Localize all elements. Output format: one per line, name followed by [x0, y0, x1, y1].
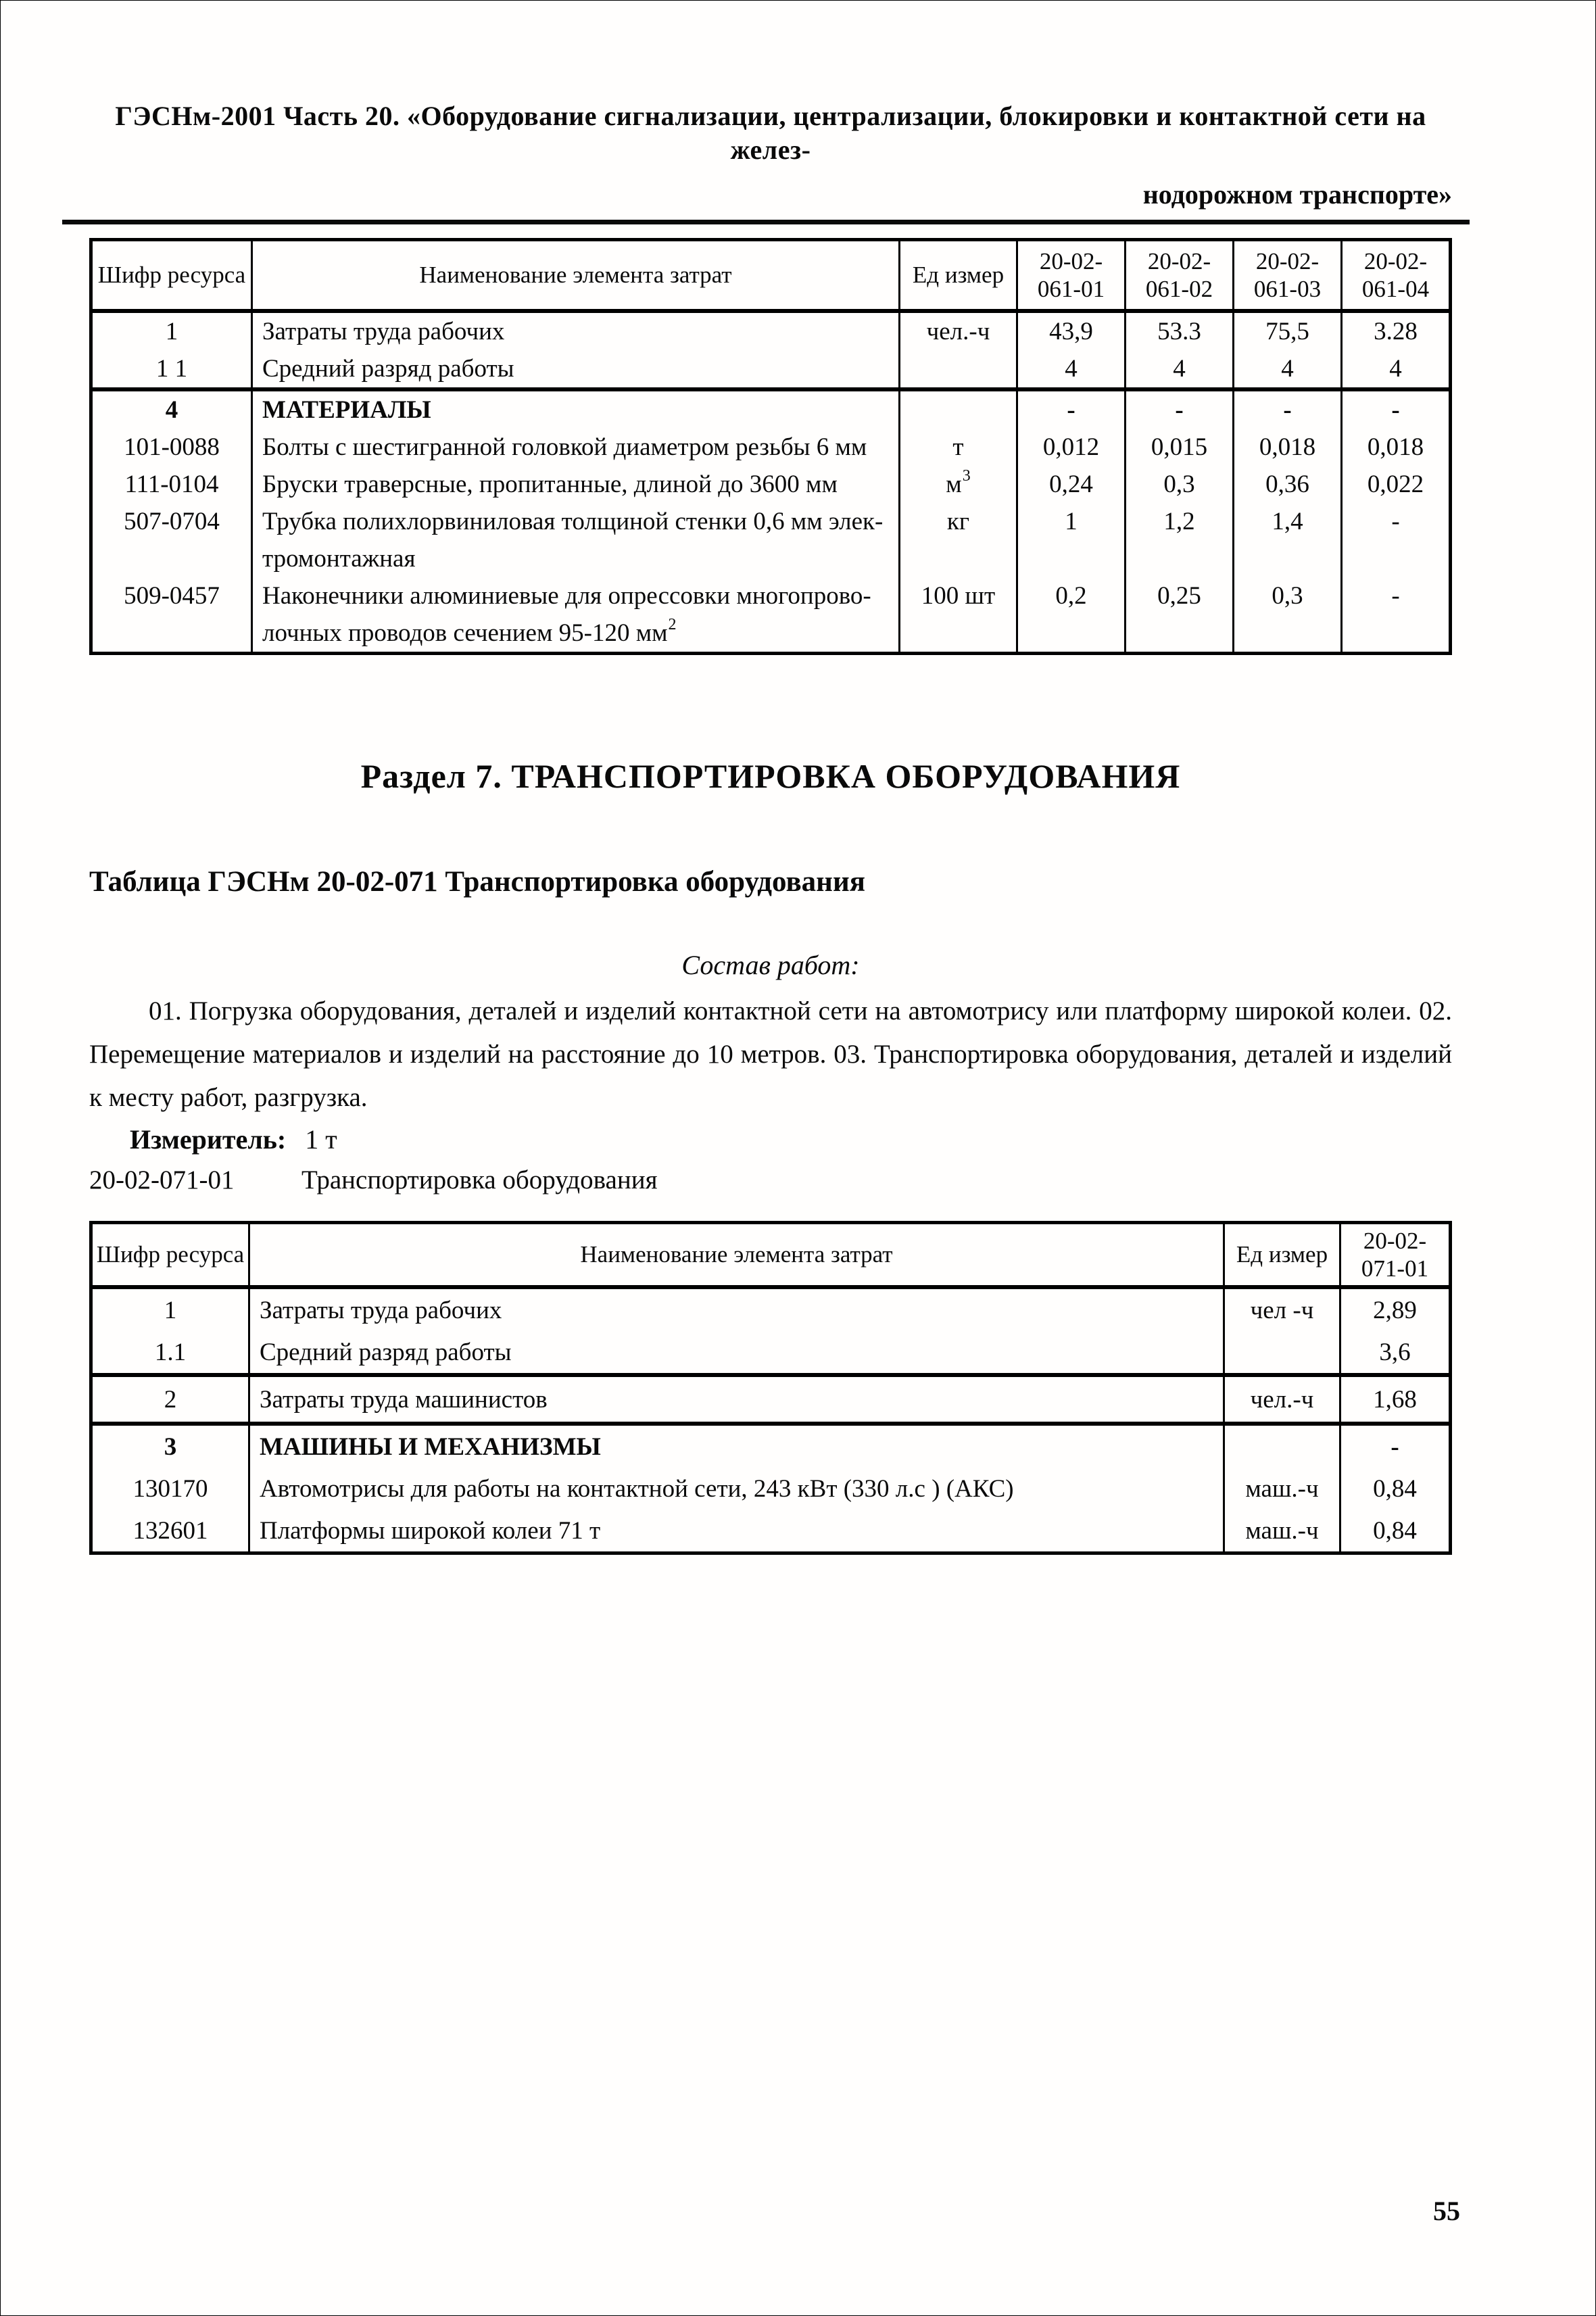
cell-value: 4 — [1124, 350, 1232, 387]
estimate-code-line: 20-02- — [1147, 248, 1211, 274]
cell-cost-element-name: МАТЕРИАЛЫ — [251, 391, 898, 429]
cell-resource-code: 507-0704 — [124, 508, 220, 535]
table-row — [93, 466, 1449, 503]
cell-value: 75,5 — [1232, 313, 1340, 350]
cell-unit: кг — [898, 503, 1016, 540]
rate-line — [89, 1160, 1452, 1201]
cell-cost-element-name: Платформы широкой колеи 71 т — [248, 1510, 1223, 1551]
cell-value: 0,84 — [1339, 1510, 1449, 1551]
cell-cost-element-name: Средний разряд работы — [251, 350, 898, 387]
cell-cost-element-name: Средний разряд работы — [248, 1331, 1223, 1373]
table-row — [93, 1377, 1449, 1426]
header-cell-estimate-code-2 — [1124, 241, 1232, 309]
cell-unit: маш.-ч — [1223, 1468, 1339, 1510]
cell-value — [1232, 540, 1340, 577]
meter-value: 1 т — [305, 1124, 337, 1155]
cell-value: 4 — [1340, 350, 1449, 387]
table-row — [93, 1468, 1449, 1510]
cell-value: 53.3 — [1124, 313, 1232, 350]
cell-value — [1340, 540, 1449, 577]
cell-value: - — [1016, 391, 1124, 429]
cell-value — [1016, 540, 1124, 577]
name-base: лочных проводов сечением 95-120 мм — [262, 619, 668, 647]
table-row — [93, 1289, 1449, 1331]
header-cell-estimate-code — [1339, 1224, 1449, 1285]
estimate-code-line: 20-02- — [1039, 248, 1103, 274]
cell-value: 0,022 — [1340, 466, 1449, 503]
cell-value: 1,68 — [1339, 1377, 1449, 1422]
table-header-row — [93, 1224, 1449, 1289]
cell-resource-code: 1 — [165, 318, 178, 345]
header-cell-resource-code: Шифр ресурса — [96, 1241, 245, 1268]
cell-unit — [1223, 1331, 1339, 1373]
cell-value — [1124, 614, 1232, 652]
cell-resource-code: 2 — [164, 1385, 177, 1414]
table-header-row — [93, 241, 1449, 313]
cell-value: 0,25 — [1124, 577, 1232, 614]
cell-resource-code: 101-0088 — [124, 433, 220, 461]
table-title: Таблица ГЭСНм 20-02-071 Транспортировка оборудования — [89, 866, 865, 898]
cell-value: 0,3 — [1124, 466, 1232, 503]
cell-resource-code: 1 — [164, 1296, 177, 1324]
cell-resource-code: 509-0457 — [124, 582, 220, 610]
estimate-code-line: 061-04 — [1361, 276, 1430, 302]
cell-value: 0,018 — [1340, 429, 1449, 466]
meter-label: Измеритель: — [130, 1124, 287, 1155]
cell-value: 0,015 — [1124, 429, 1232, 466]
cell-value: - — [1232, 391, 1340, 429]
rate-code: 20-02-071-01 — [89, 1165, 235, 1195]
cell-value: 1,2 — [1124, 503, 1232, 540]
cell-resource-code: 111-0104 — [124, 471, 219, 498]
cell-value: 4 — [1232, 350, 1340, 387]
table-row — [93, 1510, 1449, 1551]
header-cell-estimate-code-4 — [1340, 241, 1449, 309]
cell-resource-code: 1 1 — [155, 355, 188, 383]
cell-value: 0,24 — [1016, 466, 1124, 503]
page-number: 55 — [1433, 2196, 1460, 2226]
meter-line — [89, 1119, 1452, 1160]
cell-value: 1,4 — [1232, 503, 1340, 540]
cell-value — [1232, 614, 1340, 652]
estimate-code-line: 20-02- — [1363, 1228, 1427, 1254]
cell-value: 3,6 — [1339, 1331, 1449, 1373]
header-cell-estimate-code-3 — [1232, 241, 1340, 309]
cell-value: 0,36 — [1232, 466, 1340, 503]
cell-unit: т — [898, 429, 1016, 466]
cell-unit: чел.-ч — [898, 313, 1016, 350]
header-cell-cost-element-name: Наименование элемента затрат — [248, 1224, 1223, 1285]
works-composition-label: Состав работ: — [681, 950, 860, 980]
cell-value: - — [1339, 1426, 1449, 1468]
cell-unit — [898, 350, 1016, 387]
cell-value: - — [1340, 503, 1449, 540]
cell-cost-element-name: Трубка полихлорвиниловая толщиной стенки 0,6 мм элек- — [251, 503, 898, 540]
cell-resource-code — [93, 540, 251, 577]
cell-value — [1340, 614, 1449, 652]
page-header-line2: нодорожном транспорте» — [1142, 179, 1452, 210]
cell-unit: чел -ч — [1223, 1289, 1339, 1331]
cell-resource-code — [93, 614, 251, 652]
estimate-code-line: 061-02 — [1145, 276, 1213, 302]
cell-value — [1124, 540, 1232, 577]
unit-base: м — [946, 471, 962, 498]
cell-value: - — [1124, 391, 1232, 429]
table-row-section-materials — [93, 391, 1449, 429]
table-row — [93, 429, 1449, 466]
cell-cost-element-name: лочных проводов сечением 95-120 мм $^2$ — [251, 614, 898, 652]
table-row — [93, 503, 1449, 540]
cell-value: 2,89 — [1339, 1289, 1449, 1331]
page-header-line1: ГЭСНм-2001 Часть 20. «Оборудование сигнализации, централизации, блокировки и контактной сети на желез- — [115, 101, 1426, 165]
cell-resource-code: 1.1 — [154, 1338, 187, 1366]
header-cell-resource-code: Шифр ресурса — [97, 262, 246, 288]
table-row — [93, 313, 1449, 350]
estimate-code-line: 071-01 — [1361, 1255, 1429, 1282]
cell-value: - — [1340, 577, 1449, 614]
rate-title: Транспортировка оборудования — [301, 1165, 658, 1195]
cell-unit — [898, 391, 1016, 429]
cost-table-20-02-071 — [89, 1221, 1452, 1555]
cell-unit — [898, 614, 1016, 652]
cell-value: 0,84 — [1339, 1468, 1449, 1510]
cell-value: 43,9 — [1016, 313, 1124, 350]
section-heading: Раздел 7. ТРАНСПОРТИРОВКА ОБОРУДОВАНИЯ — [360, 757, 1181, 795]
estimate-code-line: 061-01 — [1037, 276, 1105, 302]
cell-cost-element-name: Затраты труда рабочих — [248, 1289, 1223, 1331]
works-composition-text: 01. Погрузка оборудования, деталей и изделий контактной сети на автомотрису или платформу широкой колеи. 02. Перемещение материалов и изделий на расстояние до 10 метров. 03. Транспортировка оборудования, деталей и изделий к месту работ, разгрузка. — [89, 996, 1452, 1112]
page-content — [89, 1, 1452, 1555]
cell-cost-element-name: Затраты труда машинистов — [248, 1377, 1223, 1422]
cell-cost-element-name: тромонтажная — [251, 540, 898, 577]
cell-value: 1 — [1016, 503, 1124, 540]
cell-unit — [898, 540, 1016, 577]
header-rule — [62, 220, 1470, 224]
header-cell-unit: Ед измер — [1223, 1224, 1339, 1285]
cell-resource-code: 132601 — [132, 1516, 208, 1545]
cell-cost-element-name: Бруски траверсные, пропитанные, длиной до 3600 мм — [251, 466, 898, 503]
cell-unit: м $^3$ — [898, 466, 1016, 503]
estimate-code-line: 20-02- — [1363, 248, 1428, 274]
cell-value: 0,3 — [1232, 577, 1340, 614]
cell-value — [1016, 614, 1124, 652]
cell-value: 0,018 — [1232, 429, 1340, 466]
cell-cost-element-name: Болты с шестигранной головкой диаметром резьбы 6 мм — [251, 429, 898, 466]
header-cell-unit: Ед измер — [898, 241, 1016, 309]
estimate-code-line: 061-03 — [1253, 276, 1322, 302]
cell-cost-element-name: Затраты труда рабочих — [251, 313, 898, 350]
cell-cost-element-name: МАШИНЫ И МЕХАНИЗМЫ — [248, 1426, 1223, 1468]
table-row-section-machines — [93, 1426, 1449, 1468]
table-row — [93, 577, 1449, 614]
cell-unit: чел.-ч — [1223, 1377, 1339, 1422]
header-cell-cost-element-name: Наименование элемента затрат — [251, 241, 898, 309]
cell-unit: 100 шт — [898, 577, 1016, 614]
cell-value: 0,2 — [1016, 577, 1124, 614]
table-row-continuation — [93, 540, 1449, 577]
table-row — [93, 350, 1449, 391]
estimate-code-line: 20-02- — [1255, 248, 1320, 274]
table-row-continuation — [93, 614, 1449, 652]
cost-table-20-02-061 — [89, 238, 1452, 655]
cell-unit — [1223, 1426, 1339, 1468]
cell-cost-element-name: Наконечники алюминиевые для опрессовки многопрово- — [251, 577, 898, 614]
cell-cost-element-name: Автомотрисы для работы на контактной сети, 243 кВт (330 л.с ) (АКС) — [248, 1468, 1223, 1510]
cell-resource-code: 3 — [164, 1432, 177, 1461]
header-cell-estimate-code-1 — [1016, 241, 1124, 309]
cell-value: - — [1340, 391, 1449, 429]
cell-value: 3.28 — [1340, 313, 1449, 350]
cell-value: 4 — [1016, 350, 1124, 387]
cell-resource-code: 4 — [165, 396, 178, 424]
table-row — [93, 1331, 1449, 1377]
cell-resource-code: 130170 — [132, 1474, 208, 1503]
cell-unit: маш.-ч — [1223, 1510, 1339, 1551]
cell-value: 0,012 — [1016, 429, 1124, 466]
